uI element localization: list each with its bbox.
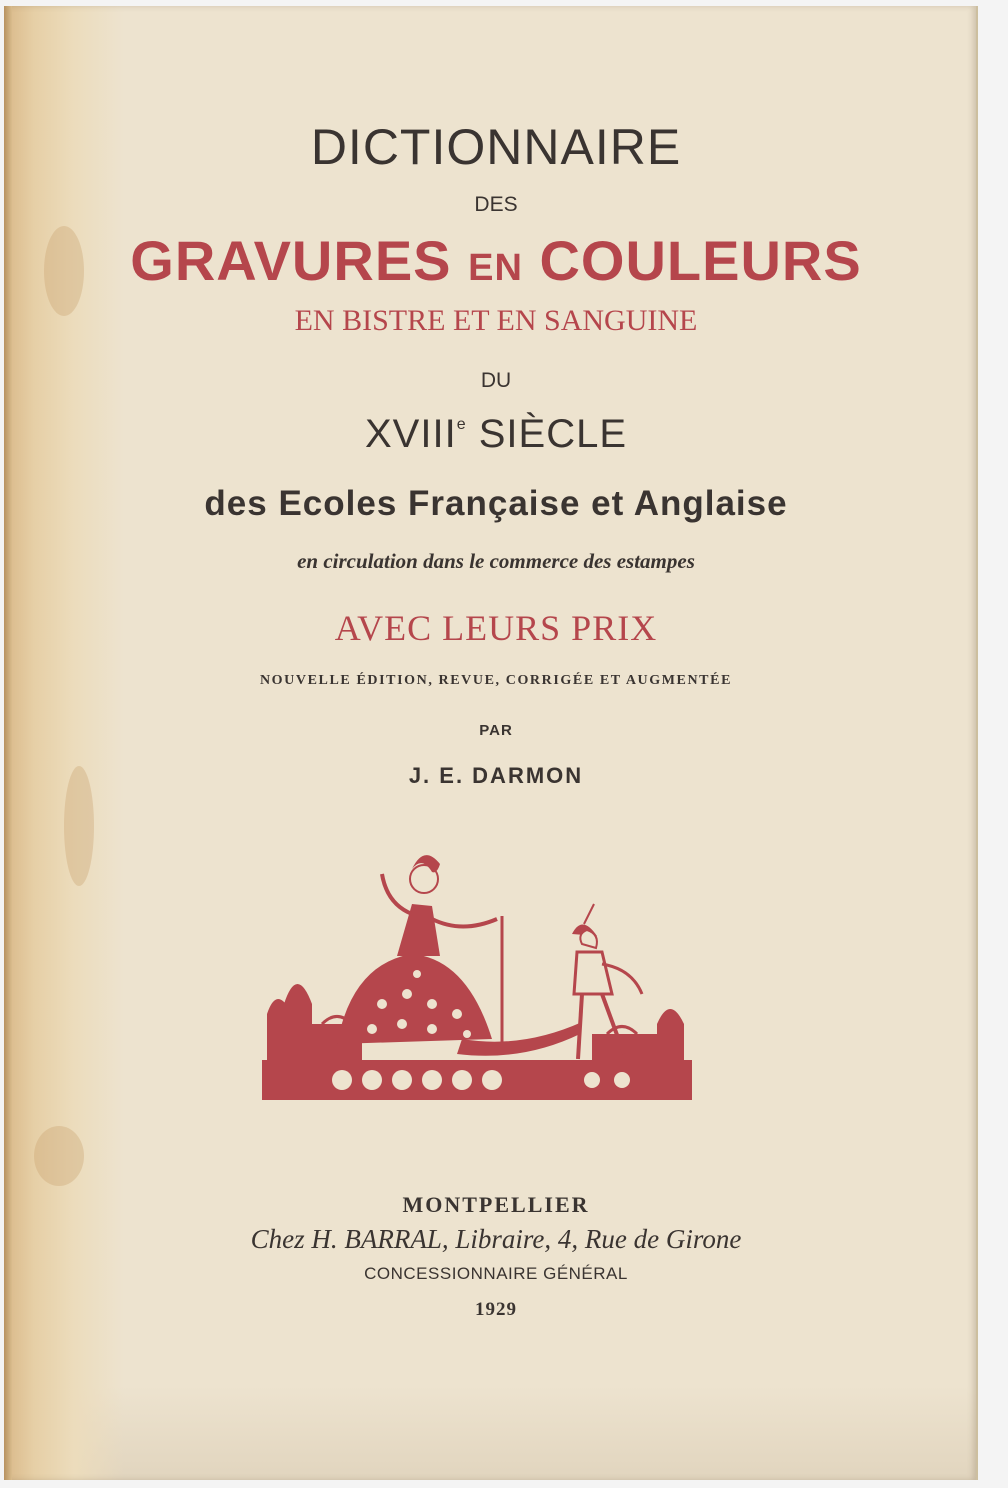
century-line (16, 412, 976, 457)
century-suffix: e (456, 416, 467, 433)
author-name: J. E. DARMON (408, 763, 584, 788)
century-word: SIÈCLE (478, 412, 628, 456)
century-numeral: XVIII (364, 412, 457, 456)
prices-line: AVEC LEURS PRIX (334, 608, 658, 648)
paper-stain (34, 1126, 84, 1186)
by-line: PAR (479, 722, 513, 739)
lady-with-page-vignette-icon (262, 844, 692, 1110)
title-en: EN (468, 247, 523, 289)
title-dictionnaire: DICTIONNAIRE (310, 119, 682, 175)
distributor-line: CONCESSIONNAIRE GÉNÉRAL (364, 1264, 628, 1283)
year-line: 1929 (475, 1299, 517, 1320)
circulation-line: en circulation dans le commerce des estampes (297, 549, 695, 573)
book-cover (4, 6, 978, 1480)
title-gravures: GRAVURES (130, 229, 452, 292)
title-main (16, 228, 976, 293)
spine-edge (4, 6, 12, 1480)
edition-line: NOUVELLE ÉDITION, REVUE, CORRIGÉE ET AUGMENTÉE (259, 673, 733, 688)
city-line: MONTPELLIER (402, 1192, 590, 1217)
publisher-line: Chez H. BARRAL, Libraire, 4, Rue de Girone (250, 1224, 742, 1254)
schools-line: des Ecoles Française et Anglaise (204, 484, 788, 523)
title-des: DES (474, 193, 518, 216)
title-couleurs: COULEURS (539, 229, 862, 292)
subtitle-du: DU (480, 369, 512, 392)
subtitle-bistre: EN BISTRE ET EN SANGUINE (294, 304, 698, 337)
